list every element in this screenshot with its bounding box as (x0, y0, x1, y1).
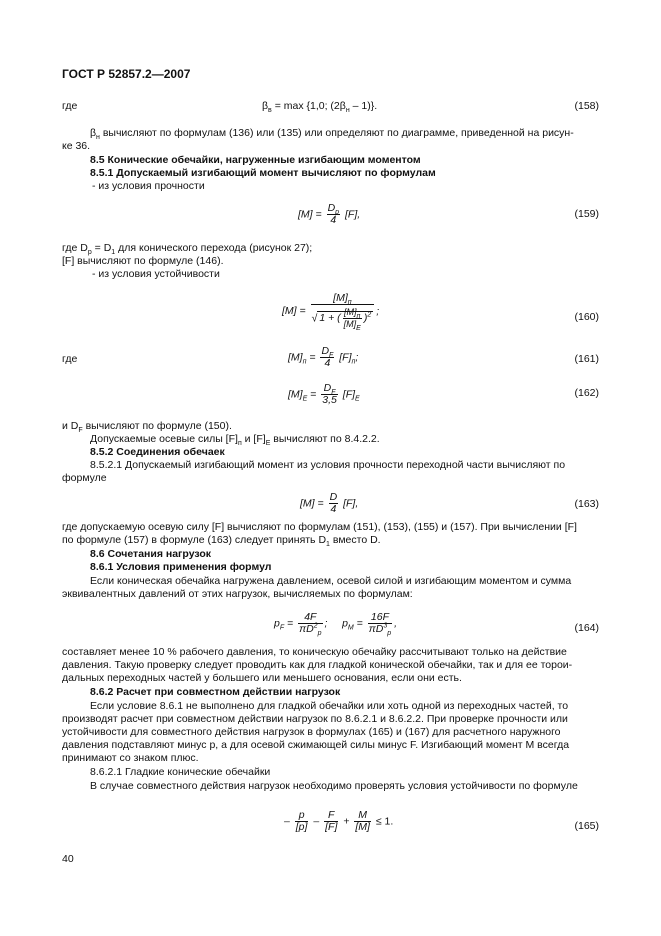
paragraph-10-percent-c: дальных переходных частей у большего или меньшего основания, если они есть. (62, 672, 462, 684)
equation-number-159: (159) (574, 208, 599, 220)
section-8-5-heading: 8.5 Конические обечайки, нагруженные изгибающим моментом (90, 154, 421, 166)
section-8-5-1-heading: 8.5.1 Допускаемый изгибающий момент вычисляют по формулам (90, 167, 436, 179)
paragraph-10-percent-a: составляет менее 10 % рабочего давления, то коническую обечайку рассчитывают только на действие (62, 646, 567, 658)
where-label-161: где (62, 353, 78, 365)
page-number: 40 (62, 853, 74, 865)
document-header: ГОСТ Р 52857.2—2007 (62, 67, 191, 81)
equation-number-163: (163) (574, 498, 599, 510)
paragraph-beta: $\beta_н$ вычисляют по формулам (136) или (135) или определяют по диаграмме, приведенной на рисун- (90, 127, 574, 142)
equation-number-162: (162) (574, 387, 599, 399)
formula-164: $p_F$ = $\frac{4F}{\pi D^2_p}$ ; $p_M$ = $\frac{16F}{\pi D^3_p}$ , (274, 611, 398, 638)
paragraph-8-6-2-a: Если условие 8.6.1 не выполнено для гладкой обечайки или хоть одной из переходных частей, то (90, 700, 569, 712)
formula-158: $\beta_в = \max \{1,0$; $(2\beta_н - 1)$}. (262, 100, 378, 115)
paragraph-8-6-1-b: эквивалентных давлений от этих нагрузок, вычисляемых по формулам: (62, 588, 413, 600)
where-label: где (62, 100, 78, 112)
strength-condition-label: - из условия прочности (92, 180, 205, 192)
formula-161: $[M]_п$ = $\frac{D_F}{4}$ $[F]_п$; (288, 345, 359, 369)
section-8-5-2-heading: 8.5.2 Соединения обечаек (90, 446, 225, 458)
equation-number-160: (160) (574, 311, 599, 323)
section-8-6-2-1-heading: 8.6.2.1 Гладкие конические обечайки (90, 766, 271, 778)
paragraph-8-6-2-c: устойчивости для совместного действия нагрузок в формулах (165) и (167) для расчетного наружного (62, 726, 561, 738)
paragraph-8-6-1-a: Если коническая обечайка нагружена давлением, осевой силой и изгибающим моментом и сумма (90, 575, 572, 587)
stability-condition-label: - из условия устойчивости (92, 268, 220, 280)
paragraph-df-calc: и $D_F$ вычисляют по формуле (150). (62, 420, 232, 435)
section-8-6-2-heading: 8.6.2 Расчет при совместном действии нагрузок (90, 686, 341, 698)
formula-159: [M] = $\frac{D_p}{4}$ [F], (298, 202, 361, 226)
paragraph-8-6-2-1: В случае совместного действия нагрузок необходимо проверять условия устойчивости по формуле (90, 780, 578, 792)
paragraph-8-6-2-e: принимают со знаком плюс. (62, 752, 199, 764)
paragraph-beta-cont: ке 36. (62, 140, 91, 152)
paragraph-8-5-2-1-cont: формуле (62, 472, 107, 484)
equation-number-161: (161) (574, 353, 599, 365)
paragraph-163-a: где допускаемую осевую силу [F] вычисляют по формулам (151), (153), (155) и (157). При вычислении [F] (62, 521, 577, 533)
equation-number-158: (158) (574, 100, 599, 112)
paragraph-8-5-2-1: 8.5.2.1 Допускаемый изгибающий момент из условия прочности переходной части вычисляют по (90, 459, 566, 471)
paragraph-f-calc: [F] вычисляют по формуле (146). (62, 255, 224, 267)
equation-number-165: (165) (574, 820, 599, 832)
formula-163: [M] = $\frac{D}{4}$ [F], (300, 491, 359, 515)
paragraph-10-percent-b: давления. Такую проверку следует проводить как для гладкой конической обечайки, так и для ее торои- (62, 659, 573, 671)
paragraph-8-6-2-b: производят расчет при совместном действии нагрузок по 8.6.2.1 и 8.6.2.2. При проверке прочности или (62, 713, 568, 725)
paragraph-163-b: по формуле (157) в формуле (163) следует принять $D_1$ вместо D. (62, 534, 381, 549)
equation-number-164: (164) (574, 622, 599, 634)
paragraph-where-dp: где $D_p = D_1$ для конического перехода (рисунок 27); (62, 242, 313, 257)
paragraph-axial-forces: Допускаемые осевые силы $[F]_п$ и $[F]_E$ вычисляют по 8.4.2.2. (90, 433, 380, 448)
formula-165: – $\frac{p}{[p]}$ – $\frac{F}{[F]}$ + $\frac{M}{[M]}$ ≤ 1. (284, 809, 394, 833)
section-8-6-1-heading: 8.6.1 Условия применения формул (90, 561, 272, 573)
formula-160: [M] = $[M]_п$ √ 1 + ( $\frac{[M]_п}{[M]_E}$ )$^2$ ; (282, 292, 380, 332)
formula-162: $[M]_E$ = $\frac{D_F}{3,5}$ $[F]_E$ (288, 382, 360, 406)
paragraph-8-6-2-d: давления подставляют минус p, а для осевой сжимающей силы минус F. Изгибающий момент M всегда (62, 739, 570, 751)
section-8-6-heading: 8.6 Сочетания нагрузок (90, 548, 212, 560)
